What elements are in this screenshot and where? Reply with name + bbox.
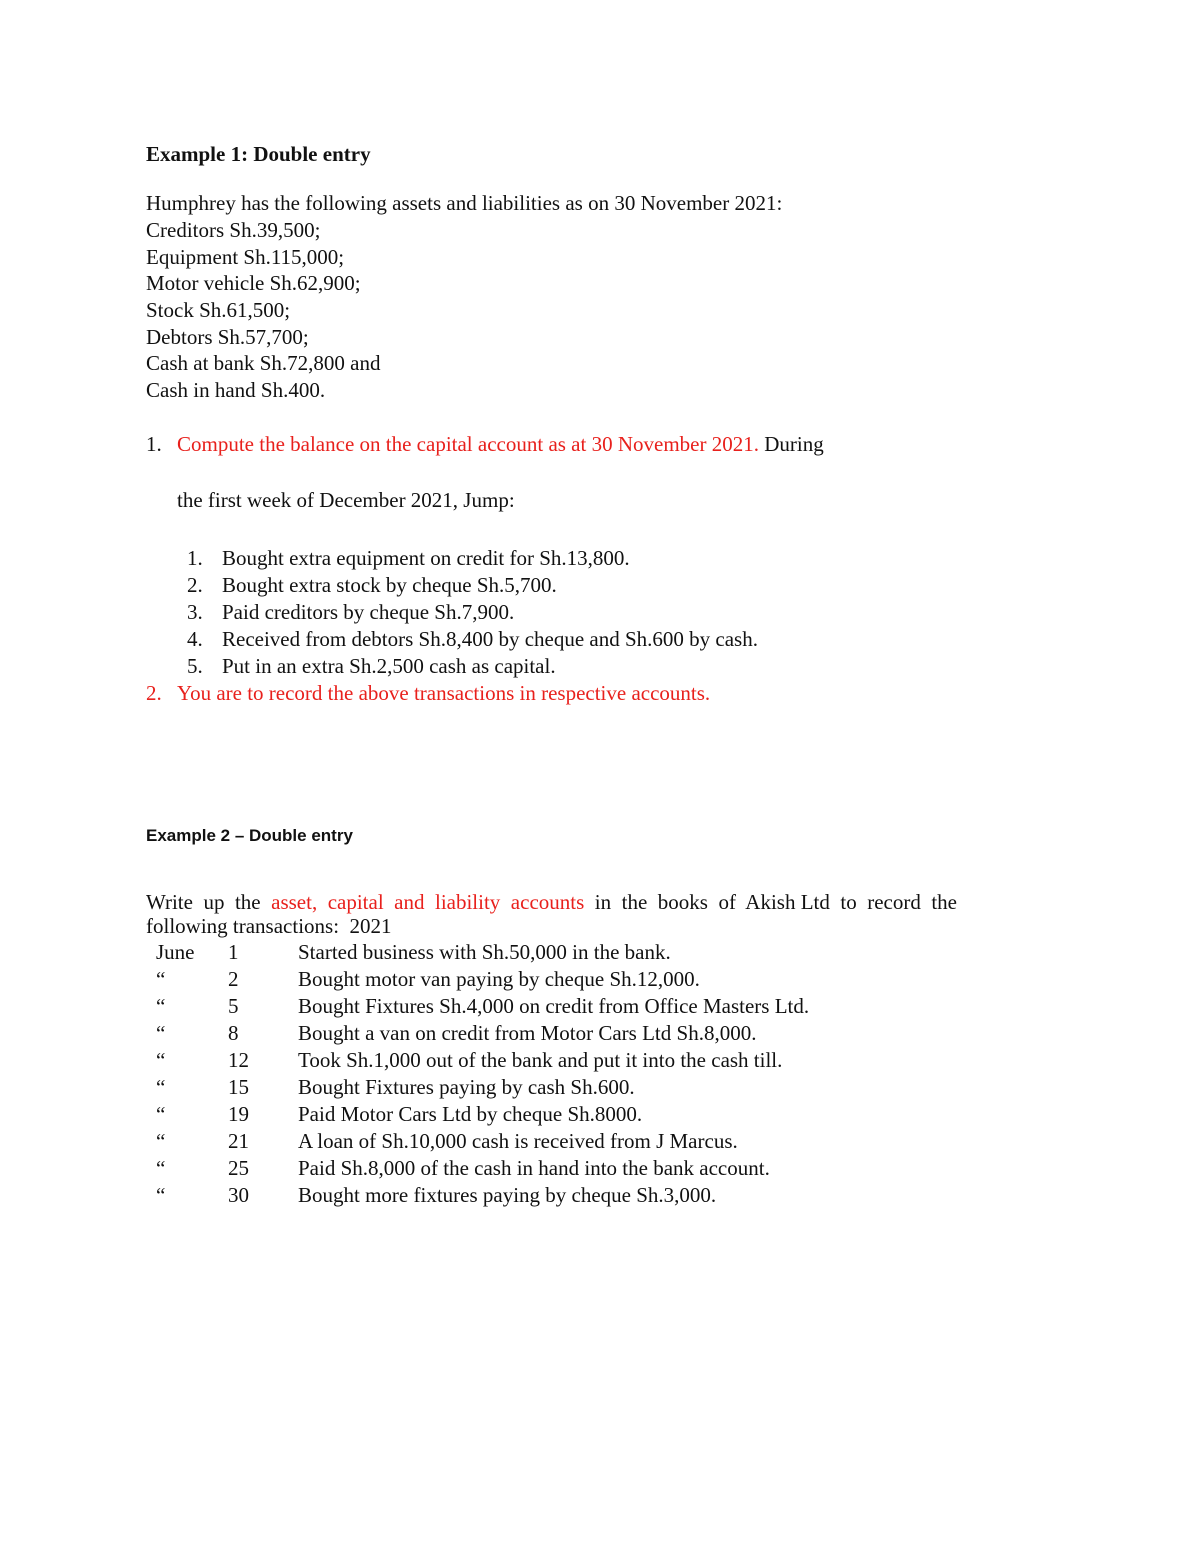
entry-month: “	[156, 1156, 166, 1180]
transaction-text: Put in an extra Sh.2,500 cash as capital.	[222, 654, 556, 678]
list-item: Debtors Sh.57,700;	[146, 325, 309, 349]
example2-title: Example 2 – Double entry	[146, 826, 353, 845]
transaction-text: Bought extra equipment on credit for Sh.13,800.	[222, 546, 630, 570]
entry-month: “	[156, 994, 166, 1018]
question-1-number: 1.	[146, 432, 162, 456]
list-item: Equipment Sh.115,000;	[146, 245, 345, 269]
entry-text: Paid Sh.8,000 of the cash in hand into the bank account.	[298, 1156, 770, 1180]
example1-title: Example 1: Double entry	[146, 142, 371, 166]
entry-day: 8	[228, 1021, 239, 1045]
example2-intro-highlight: asset, capital and liability accounts	[271, 890, 585, 914]
entry-text: Paid Motor Cars Ltd by cheque Sh.8000.	[298, 1102, 643, 1126]
list-item: Creditors Sh.39,500;	[146, 218, 321, 242]
question-1-line	[177, 431, 824, 458]
entry-month: “	[156, 1102, 166, 1126]
entry-text: A loan of Sh.10,000 cash is received from J Marcus.	[298, 1129, 738, 1153]
example2-intro-line2: following transactions: 2021	[146, 914, 392, 938]
entry-month: “	[156, 1021, 166, 1045]
list-item: Cash in hand Sh.400.	[146, 378, 326, 402]
transaction-number: 5.	[187, 654, 203, 678]
entry-text: Bought motor van paying by cheque Sh.12,000.	[298, 967, 700, 991]
transaction-number: 3.	[187, 600, 203, 624]
entry-text: Bought Fixtures Sh.4,000 on credit from Office Masters Ltd.	[298, 994, 810, 1018]
transaction-text: Bought extra stock by cheque Sh.5,700.	[222, 573, 557, 597]
entry-month: “	[156, 1129, 166, 1153]
entry-text: Took Sh.1,000 out of the bank and put it into the cash till.	[298, 1048, 783, 1072]
entry-month: “	[156, 1183, 166, 1207]
transaction-text: Paid creditors by cheque Sh.7,900.	[222, 600, 515, 624]
list-item: Stock Sh.61,500;	[146, 298, 291, 322]
week-intro: the first week of December 2021, Jump:	[177, 488, 515, 512]
entry-text: Bought a van on credit from Motor Cars Ltd Sh.8,000.	[298, 1021, 757, 1045]
transaction-number: 1.	[187, 546, 203, 570]
list-item: Cash at bank Sh.72,800 and	[146, 351, 381, 375]
entry-month: “	[156, 1048, 166, 1072]
entry-text: Bought more fixtures paying by cheque Sh.3,000.	[298, 1183, 717, 1207]
entry-day: 12	[228, 1048, 249, 1072]
question-2-text: You are to record the above transactions in respective accounts.	[177, 681, 711, 705]
transaction-text: Received from debtors Sh.8,400 by cheque and Sh.600 by cash.	[222, 627, 758, 651]
entry-month: “	[156, 967, 166, 991]
entry-day: 15	[228, 1075, 249, 1099]
question-1-continuation: During	[758, 432, 824, 456]
entry-text: Started business with Sh.50,000 in the bank.	[298, 940, 671, 964]
list-item: Motor vehicle Sh.62,900;	[146, 271, 361, 295]
example2-intro-part2: in the books of Akish Ltd to record the	[584, 890, 957, 914]
question-1-text: Compute the balance on the capital account as at 30 November 2021.	[177, 432, 759, 456]
example2-intro-part1: Write up the	[146, 890, 272, 914]
entry-day: 21	[228, 1129, 249, 1153]
example1-intro: Humphrey has the following assets and liabilities as on 30 November 2021:	[146, 191, 783, 215]
entry-day: 5	[228, 994, 239, 1018]
entry-day: 2	[228, 967, 239, 991]
question-2-number: 2.	[146, 681, 162, 705]
entry-text: Bought Fixtures paying by cash Sh.600.	[298, 1075, 635, 1099]
entry-day: 1	[228, 940, 239, 964]
transaction-number: 4.	[187, 627, 203, 651]
entry-month: June	[156, 940, 195, 964]
entry-day: 30	[228, 1183, 249, 1207]
example2-intro	[146, 889, 957, 916]
entry-day: 25	[228, 1156, 249, 1180]
entry-month: “	[156, 1075, 166, 1099]
transaction-number: 2.	[187, 573, 203, 597]
entry-day: 19	[228, 1102, 249, 1126]
